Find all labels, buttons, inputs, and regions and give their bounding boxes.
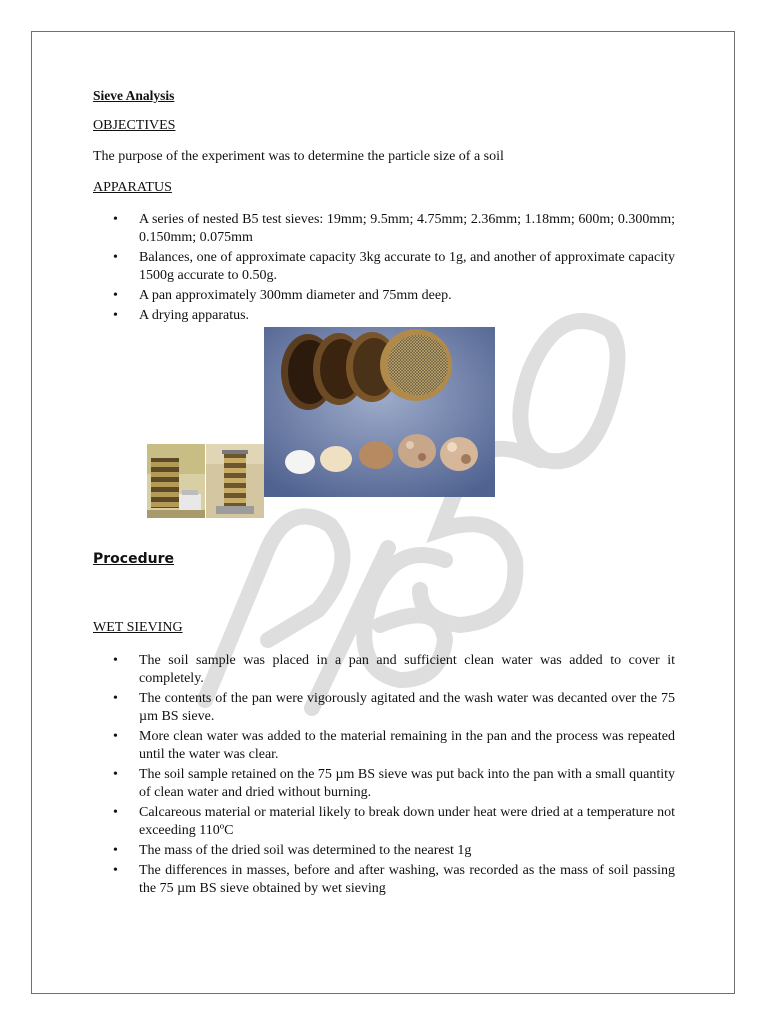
objectives-heading: OBJECTIVES xyxy=(93,118,176,133)
list-item: • A drying apparatus. xyxy=(93,307,675,325)
apparatus-heading: APPARATUS xyxy=(93,180,172,195)
apparatus-list xyxy=(93,211,675,325)
list-item: • More clean water was added to the material remaining in the pan and the process was repeated until the water was clear. xyxy=(93,728,675,764)
document-title: Sieve Analysis xyxy=(93,88,175,103)
list-item: • The differences in masses, before and after washing, was recorded as the mass of soil passing the 75 µm BS sieve obtained by wet sieving xyxy=(93,862,675,898)
list-item: • Calcareous material or material likely to break down under heat were dried at a temperature not exceeding 110ºC xyxy=(93,804,675,840)
sieve-stack-photo-left xyxy=(147,444,205,518)
list-item: • The contents of the pan were vigorously agitated and the wash water was decanted over the 75 µm BS sieve. xyxy=(93,690,675,726)
wet-sieving-list xyxy=(93,652,675,898)
list-item: • A series of nested B5 test sieves: 19mm; 9.5mm; 4.75mm; 2.36mm; 1.18mm; 600m; 0.300mm; 0.150mm; 0.075mm xyxy=(93,211,675,247)
wet-sieving-heading: WET SIEVING xyxy=(93,620,183,635)
list-item: • The soil sample was placed in a pan and sufficient clean water was added to cover it completely. xyxy=(93,652,675,688)
list-item: • The mass of the dried soil was determined to the nearest 1g xyxy=(93,842,675,860)
sieve-4-mesh xyxy=(380,329,452,401)
list-item: • Balances, one of approximate capacity 3kg accurate to 1g, and another of approximate capacity 1500g accurate to 0.50g. xyxy=(93,249,675,285)
apparatus-images xyxy=(93,327,675,515)
list-item: • The soil sample retained on the 75 µm BS sieve was put back into the pan with a small quantity of clean water and dried without burning. xyxy=(93,766,675,802)
list-item: • A pan approximately 300mm diameter and 75mm deep. xyxy=(93,287,675,305)
sieve-shaker-photo xyxy=(206,444,264,518)
sieves-and-samples-photo xyxy=(264,327,495,497)
objectives-text: The purpose of the experiment was to determine the particle size of a soil xyxy=(93,149,504,164)
procedure-heading: Procedure xyxy=(93,551,174,567)
document-body xyxy=(93,86,675,900)
